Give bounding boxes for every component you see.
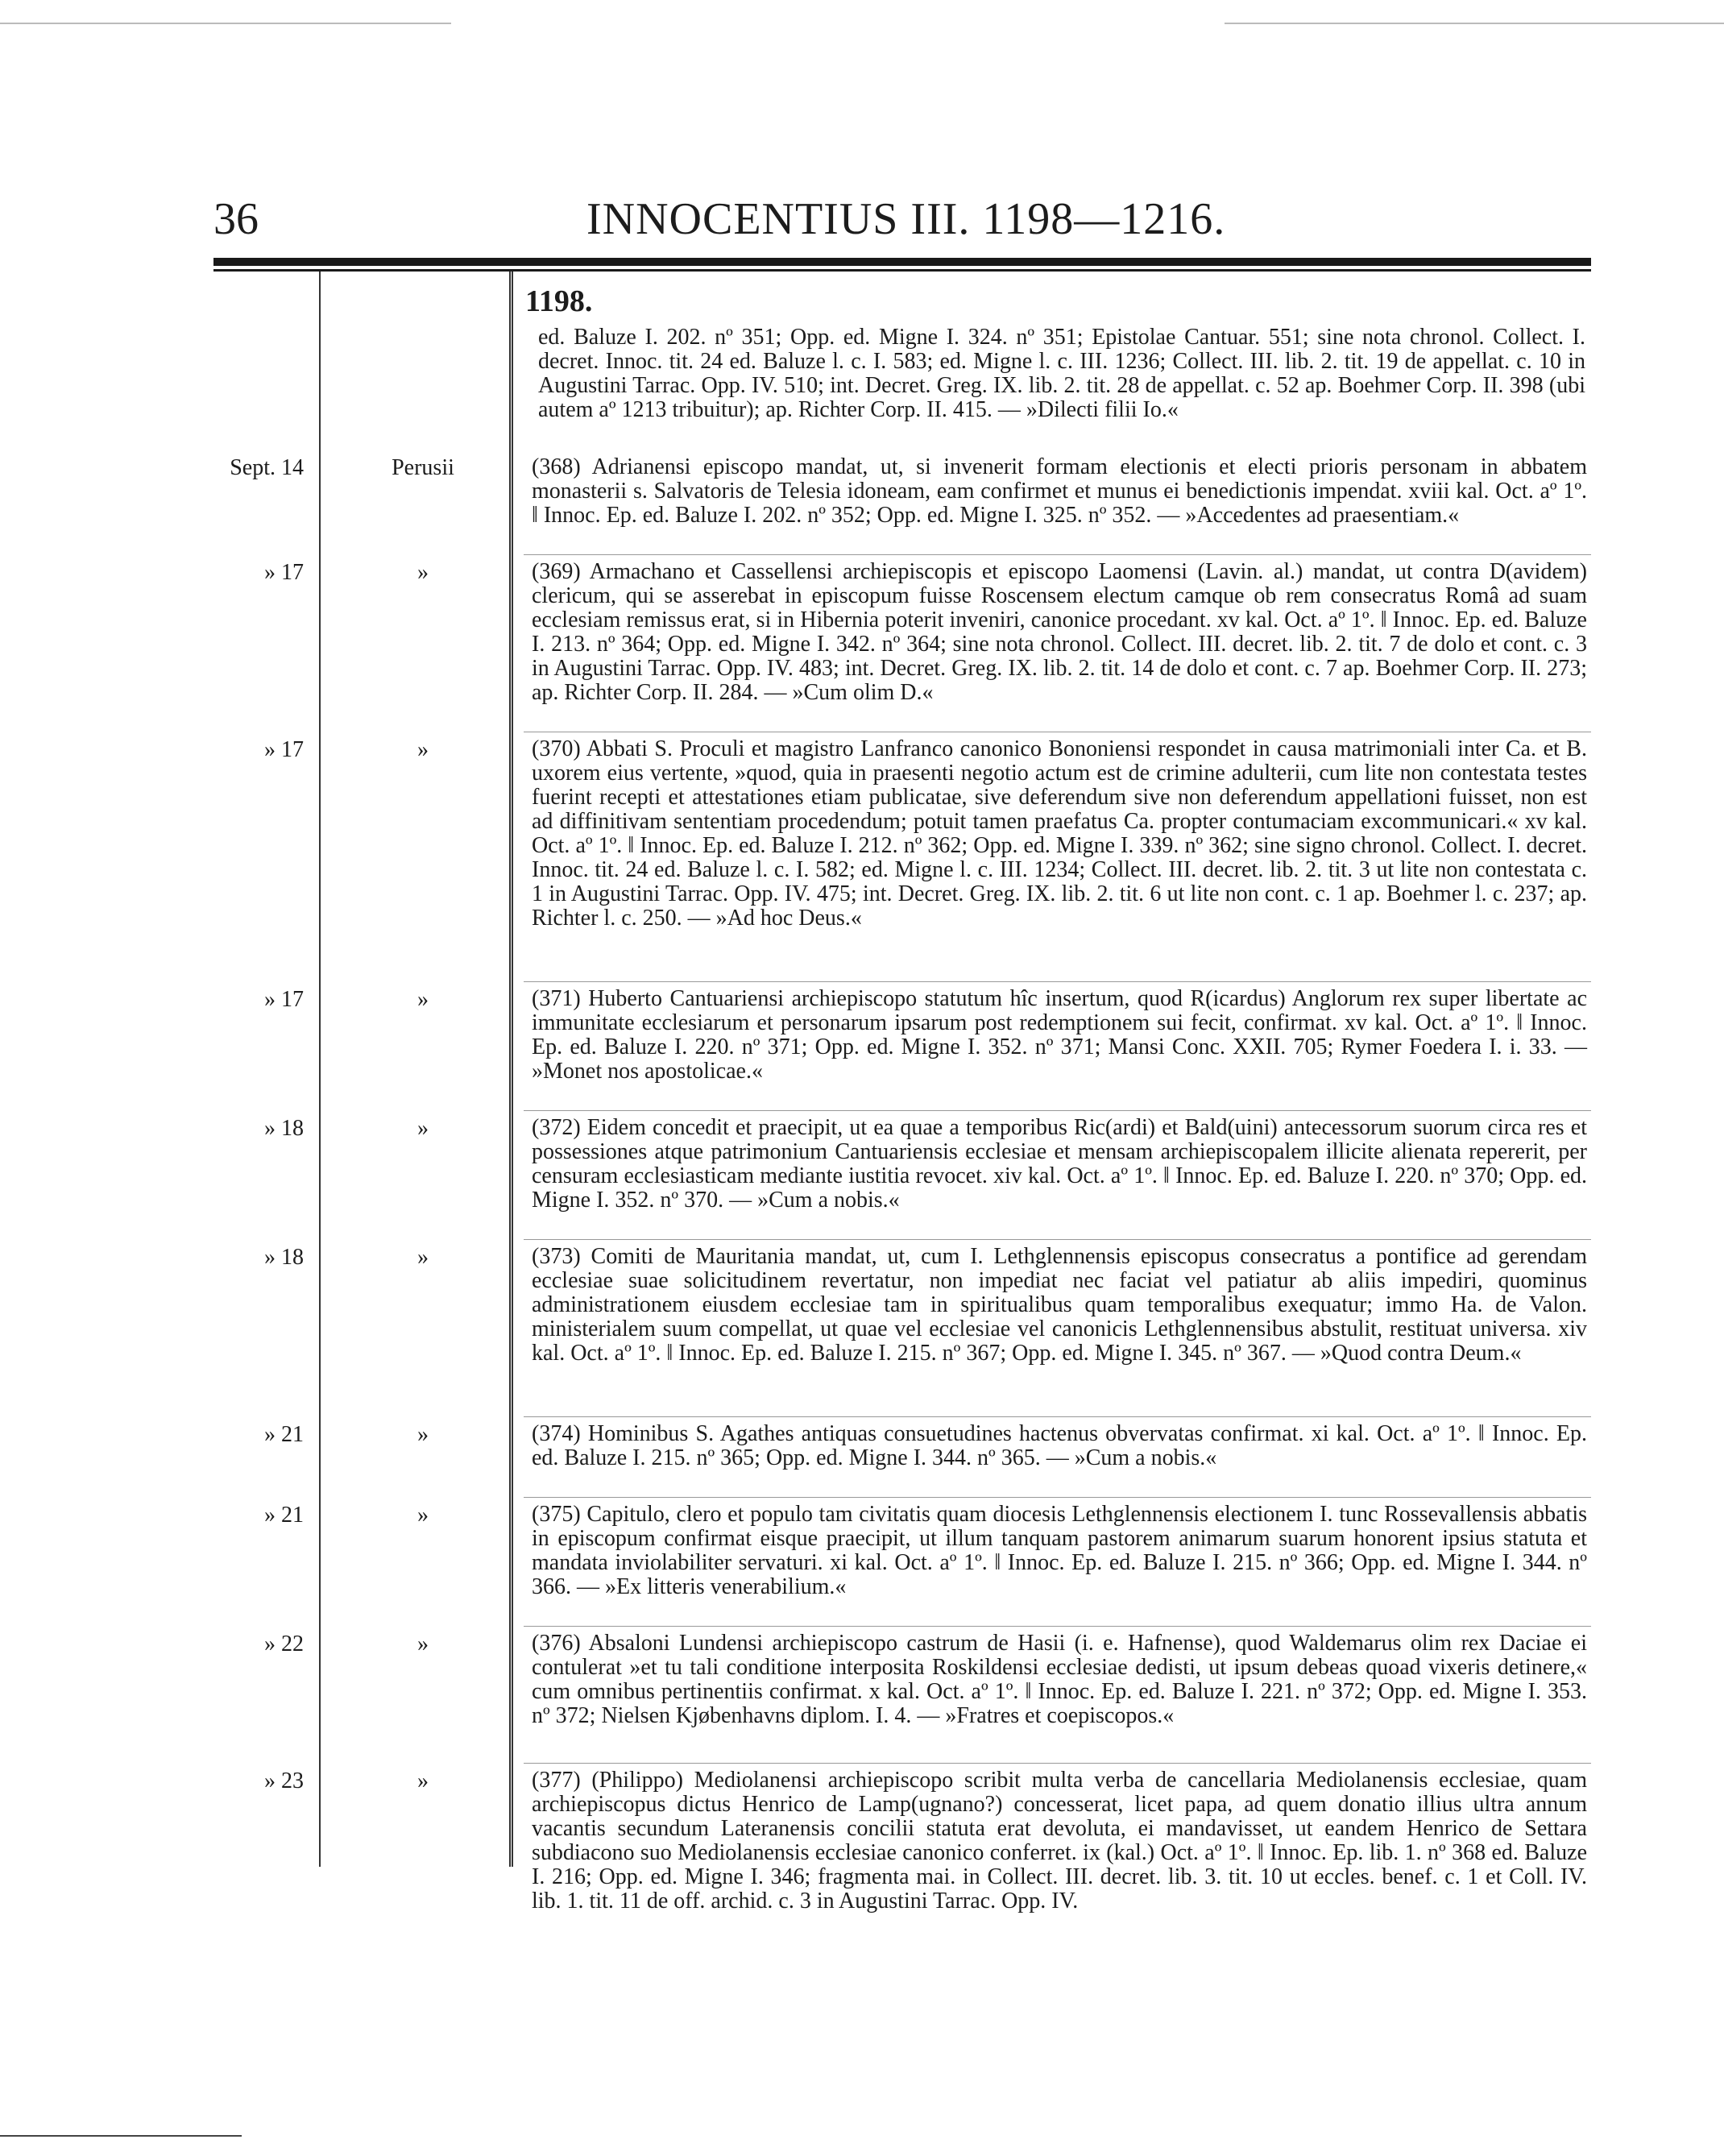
entry-separator [524, 1110, 1591, 1111]
entry-place: » [417, 1245, 429, 1270]
scan-artifact-bottom-left [0, 2135, 242, 2137]
entry-date: » 21 [264, 1503, 304, 1528]
scan-artifact-top-left [0, 23, 451, 24]
entry-date: » 21 [264, 1422, 304, 1447]
entry-date: » 17 [264, 737, 304, 762]
entry-date: » 23 [264, 1768, 304, 1793]
entry-372: (372) Eidem concedit et praecipit, ut ea quae a temporibus Ric(ardi) et Bald(uini) antecessorum suorum circa res et possessiones atque patrimonium Cantuariensis ecclesiae et mensam archiepiscopalem illicite alienata repererit, per censuram ecclesiasticam mediante iustitia revocet. xiv kal. Oct. aº 1º. ‖ Innoc. Ep. ed. Baluze I. 220. nº 370; Opp. ed. Migne I. 352. nº 370. — »Cum a nobis.« [532, 1115, 1587, 1213]
entry-place: » [417, 737, 429, 762]
entry-place: » [417, 1422, 429, 1447]
entry-369: (369) Armachano et Cassellensi archiepiscopis et episcopo Laomensi (Lavin. al.) mandat, ut contra D(avidem) clericum, qui se asserebat in episcopum fuisse Roscensem electum camque ob rem consecratus Româ ad suam ecclesiam remissus erat, si in Hibernia poterit inveniri, canonice procedant. xv kal. Oct. aº 1º. ‖ Innoc. Ep. ed. Baluze I. 213. nº 364; Opp. ed. Migne I. 342. nº 364; sine nota chronol. Collect. III. decret. lib. 2. tit. 7 de dolo et cont. c. 3 in Augustini Tarrac. Opp. IV. 483; int. Decret. Greg. IX. lib. 2. tit. 14 de dolo et cont. c. 7 ap. Boehmer Corp. II. 273; ap. Richter Corp. II. 284. — »Cum olim D.« [532, 559, 1587, 705]
column-divider-date [319, 272, 321, 1867]
entry-date: » 17 [264, 987, 304, 1012]
entry-separator [524, 1497, 1591, 1498]
entry-separator [524, 554, 1591, 555]
column-divider-place [509, 272, 511, 1867]
entry-371: (371) Huberto Cantuariensi archiepiscopo statutum hîc insertum, quod R(icardus) Anglorum rex super libertate ac immunitate ecclesiarum et personarum ipsarum post redemptionem sui fecit, confirmat. xv kal. Oct. aº 1º. ‖ Innoc. Ep. ed. Baluze I. 220. nº 371; Opp. ed. Migne I. 352. nº 371; Mansi Conc. XXII. 705; Rymer Foedera I. i. 33. — »Monet nos apostolicae.« [532, 986, 1587, 1084]
entry-date: » 17 [264, 560, 304, 585]
continuation-text: ed. Baluze I. 202. nº 351; Opp. ed. Migne I. 324. nº 351; Epistolae Cantuar. 551; sine nota chronol. Collect. I. decret. Innoc. tit. 24 ed. Baluze l. c. I. 583; ed. Migne l. c. III. 1236; Collect. III. lib. 2. tit. 19 de appellat. c. 10 in Augustini Tarrac. Opp. IV. 510; int. Decret. Greg. IX. lib. 2. tit. 28 de appellat. c. 52 ap. Boehmer Corp. II. 398 (ubi autem aº 1213 tribuitur); ap. Richter Corp. II. 415. — »Dilecti filii Io.« [538, 325, 1585, 422]
entry-date: » 18 [264, 1116, 304, 1141]
entry-separator [524, 981, 1591, 982]
entry-place: » [417, 1632, 429, 1656]
entry-separator [524, 1239, 1591, 1240]
entry-place: » [417, 1503, 429, 1528]
entry-date: » 22 [264, 1632, 304, 1656]
scan-artifact-top-right [1225, 23, 1724, 24]
entry-separator [524, 1416, 1591, 1417]
entry-370: (370) Abbati S. Proculi et magistro Lanfranco canonico Bononiensi respondet in causa matrimoniali inter Ca. et B. uxorem eius vertente, »quod, quia in praesenti negotio actum est de crimine adulterii, cum lite non contestata testes fuerint recepti et attestationes etiam publicatae, sive deferendum sive non deferendum appellationi fuisset, non est ad diffinitivam sententiam procedendum; potuit tamen praefatus Ca. propter contumaciam excommunicari.« xv kal. Oct. aº 1º. ‖ Innoc. Ep. ed. Baluze I. 212. nº 362; Opp. ed. Migne I. 339. nº 362; sine signo chronol. Collect. I. decret. Innoc. tit. 24 ed. Baluze l. c. I. 582; ed. Migne l. c. III. 1234; Collect. III. decret. lib. 2. tit. 3 ut lite non contestata c. 1 in Augustini Tarrac. Opp. IV. 475; int. Decret. Greg. IX. lib. 2. tit. 6 ut lite non cont. c. 1 ap. Boehmer l. c. 237; ap. Richter l. c. 250. — »Ad hoc Deus.« [532, 736, 1587, 931]
running-title: INNOCENTIUS III. 1198—1216. [586, 194, 1226, 244]
entry-place: » [417, 1116, 429, 1141]
entry-date: » 18 [264, 1245, 304, 1270]
entry-separator [524, 1626, 1591, 1627]
header-rule-thick [213, 258, 1591, 266]
entry-place: » [417, 1768, 429, 1793]
entry-374: (374) Hominibus S. Agathes antiquas consuetudines hactenus obvervatas confirmat. xi kal. Oct. aº 1º. ‖ Innoc. Ep. ed. Baluze I. 215. nº 365; Opp. ed. Migne I. 344. nº 365. — »Cum a nobis.« [532, 1421, 1587, 1470]
entry-date: Sept. 14 [230, 455, 304, 480]
entry-368: (368) Adrianensi episcopo mandat, ut, si invenerit formam electionis et electi prioris personam in abbatem monasterii s. Salvatoris de Telesia idoneam, eam confirmet et munus ei benedictionis impendat. xviii kal. Oct. aº 1º. ‖ Innoc. Ep. ed. Baluze I. 202. nº 352; Opp. ed. Migne I. 325. nº 352. — »Accedentes ad praesentiam.« [532, 454, 1587, 528]
entry-375: (375) Capitulo, clero et populo tam civitatis quam diocesis Lethglennensis electionem I. tunc Rossevallensis abbatis in episcopum confirmat eisque praecipit, ut illum tanquam pastorem animarum suarum honorent ipsius statuta et mandata inviolabiliter servaturi. xi kal. Oct. aº 1º. ‖ Innoc. Ep. ed. Baluze I. 215. nº 366; Opp. ed. Migne I. 344. nº 366. — »Ex litteris venerabilium.« [532, 1502, 1587, 1599]
year-heading: 1198. [525, 284, 593, 318]
entry-place: » [417, 560, 429, 585]
page-number: 36 [213, 194, 259, 244]
entry-373: (373) Comiti de Mauritania mandat, ut, cum I. Lethglennensis episcopus consecratus a pontifice ad gerendam ecclesiae suae solicitudinem revertatur, non impediat nec faciat vel patiatur ab aliis impediri, quominus administrationem eiusdem ecclesiae tam in spiritualibus quam temporalibus exequatur; immo Ha. de Valon. ministerialem suum compellat, ut quae vel ecclesiae vel canonicis Lethglennensibus abstulit, restituat universa. xiv kal. Oct. aº 1º. ‖ Innoc. Ep. ed. Baluze I. 215. nº 367; Opp. ed. Migne I. 345. nº 367. — »Quod contra Deum.« [532, 1244, 1587, 1366]
entry-376: (376) Absaloni Lundensi archiepiscopo castrum de Hasii (i. e. Hafnense), quod Waldemarus olim rex Daciae ei contulerat »et tu tali conditione interposita Roskildensi ecclesiae dedisti, ut ipsum debeas quoad vixeris detinere,« cum omnibus pertinentiis confirmat. x kal. Oct. aº 1º. ‖ Innoc. Ep. ed. Baluze I. 221. nº 372; Opp. ed. Migne I. 353. nº 372; Nielsen Kjøbenhavns diplom. I. 4. — »Fratres et coepiscopos.« [532, 1631, 1587, 1728]
entry-place: Perusii [392, 455, 454, 480]
entry-377: (377) (Philippo) Mediolanensi archiepiscopo scribit multa verba de cancellaria Mediolanensis ecclesiae, quam archiepiscopus dictus Henrico de Lamp(ugnano?) concesserat, licet papa, ad quem donatio illius ultra annum vacantis secundum Lateranensis concilii statuta erat devoluta, ei mandavisset, ut eandem Henrico de Settara subdiacono suo Mediolanensis ecclesiae canonico conferret. ix (kal.) Oct. aº 1º. ‖ Innoc. Ep. lib. 1. nº 368 ed. Baluze I. 216; Opp. ed. Migne I. 346; fragmenta mai. in Collect. III. decret. lib. 3. tit. 10 ut eccles. benef. c. 1 et Coll. IV. lib. 1. tit. 11 de off. archid. c. 3 in Augustini Tarrac. Opp. IV. [532, 1768, 1587, 1913]
entry-separator [524, 1763, 1591, 1764]
header-rule-thin [213, 269, 1591, 272]
column-divider-place-double [512, 272, 513, 1867]
entry-place: » [417, 987, 429, 1012]
